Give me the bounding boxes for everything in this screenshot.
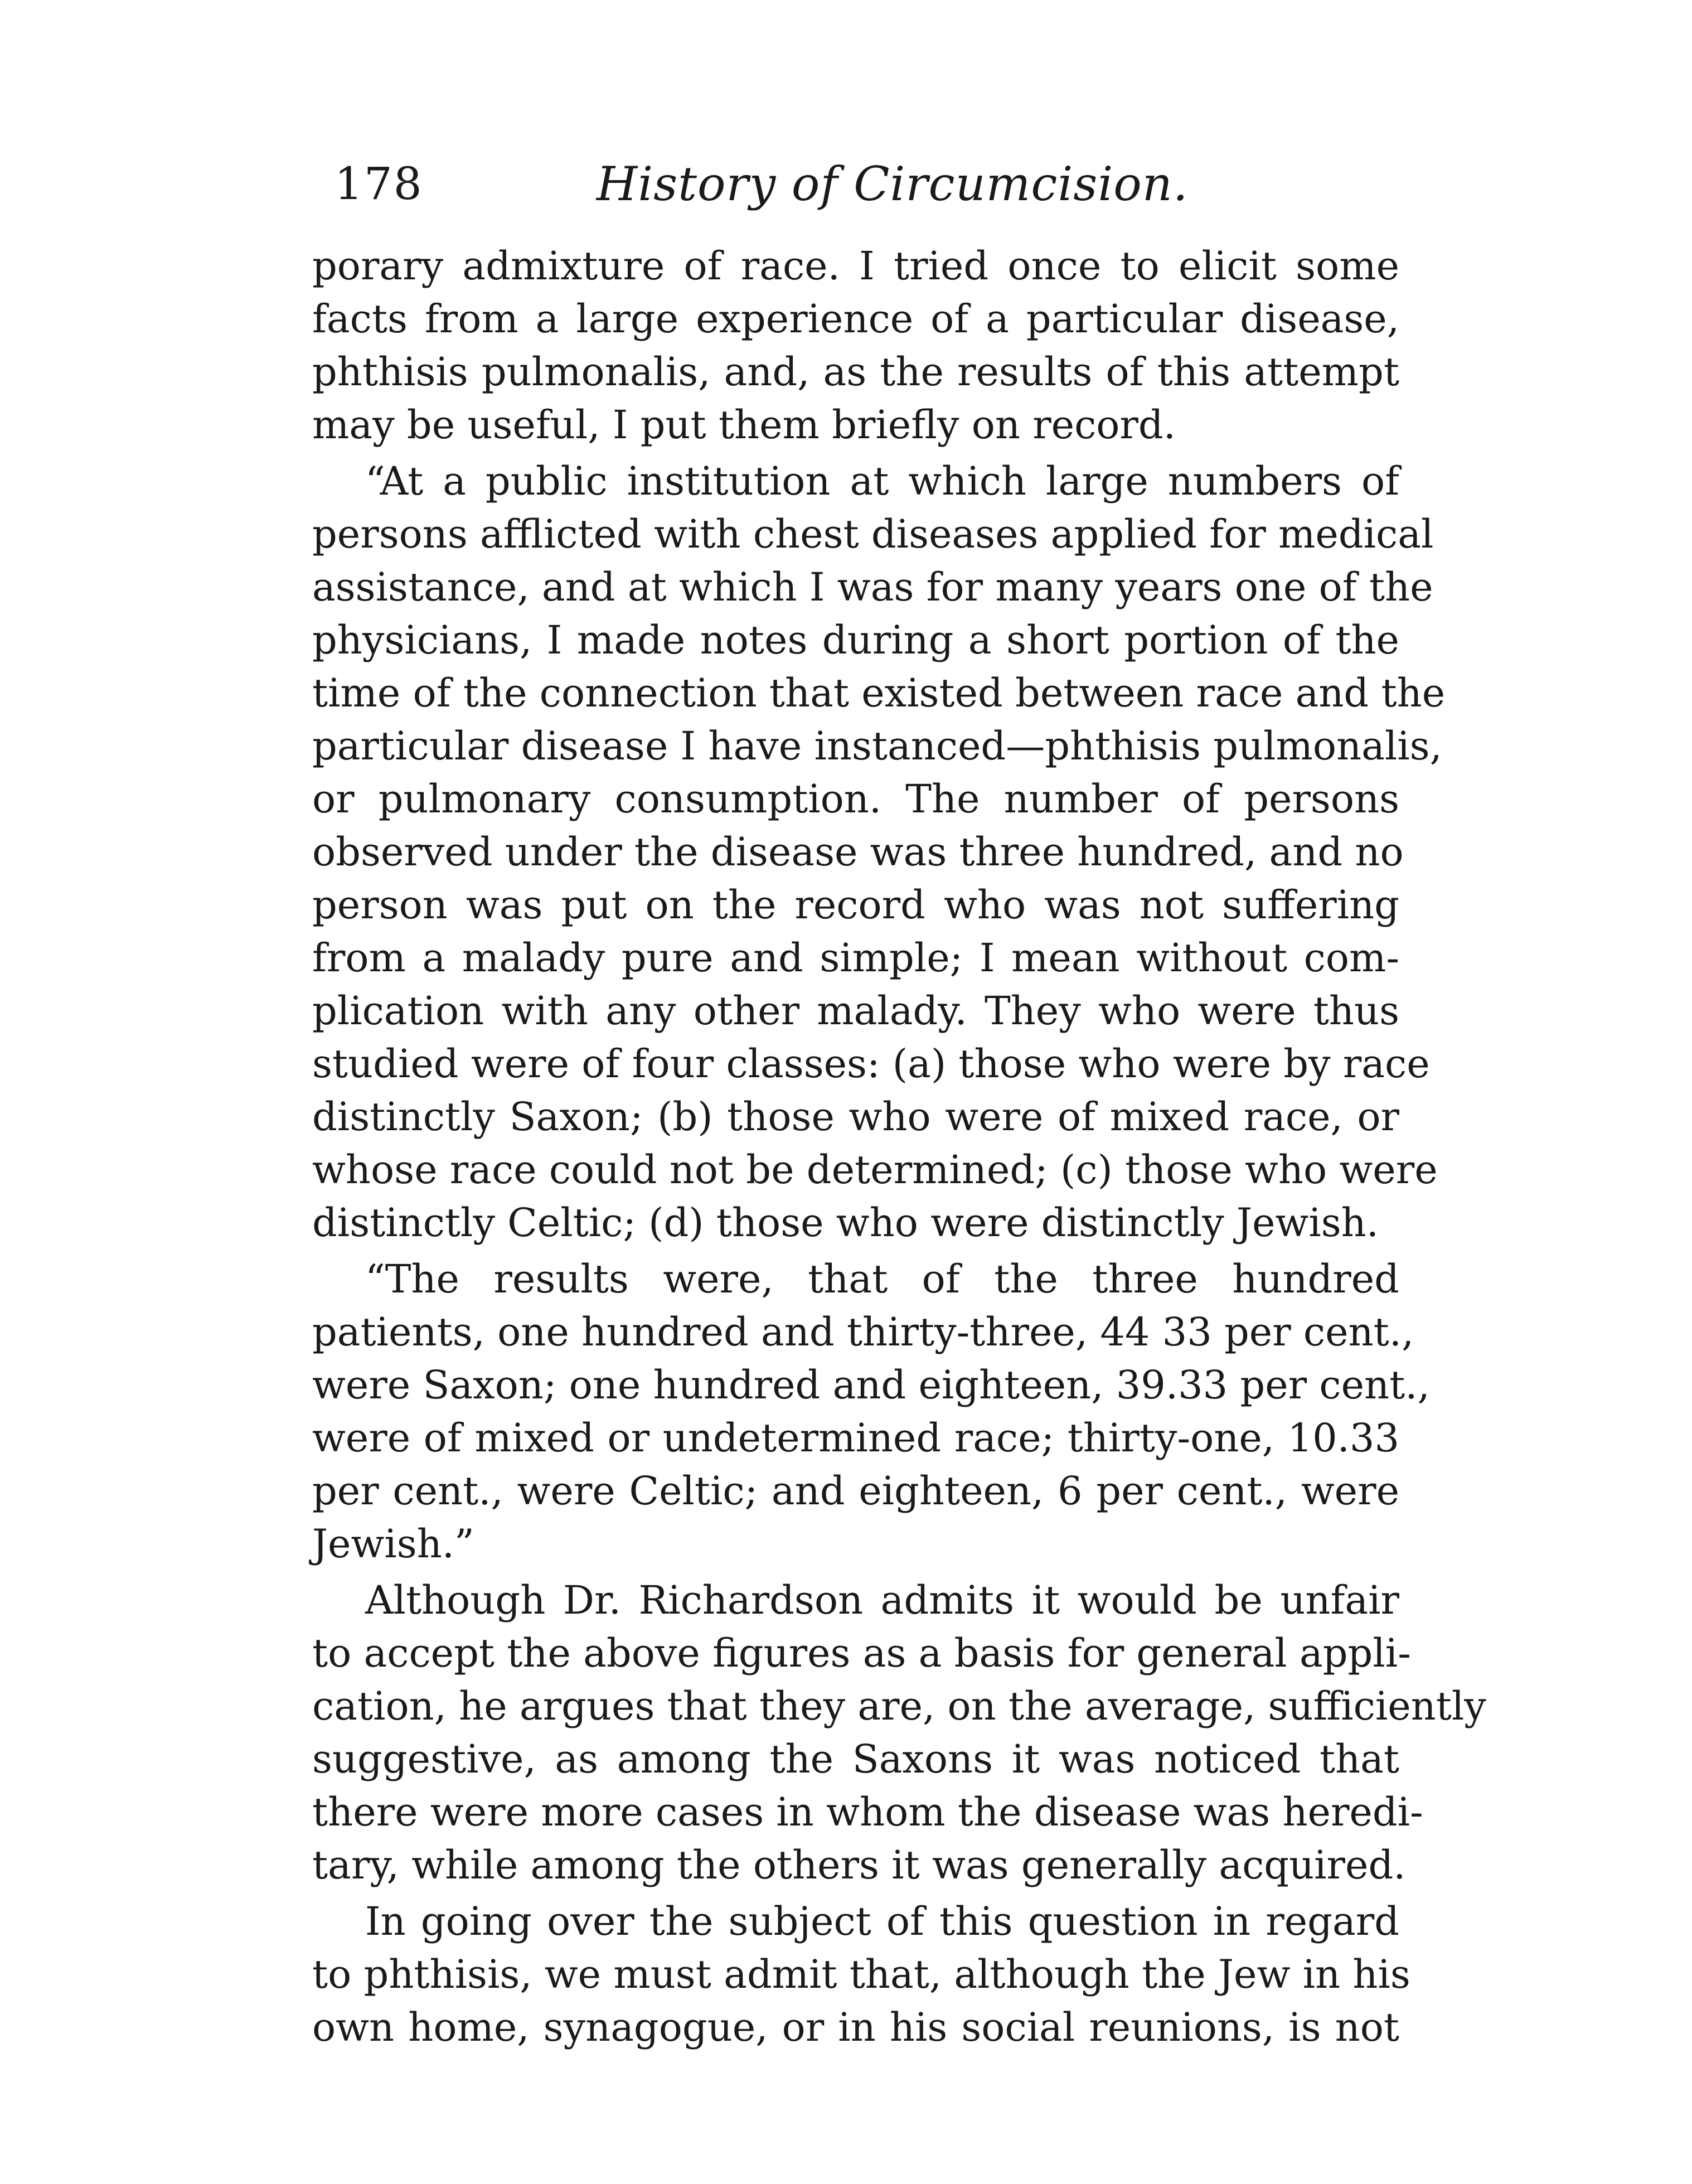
text-line: were of mixed or undetermined race; thirty-one, 10.33 [312,1415,1399,1461]
text-line: “At a public institution at which large numbers of [365,458,1399,504]
text-line: observed under the disease was three hundred, and no [312,829,1404,875]
text-line: to accept the above figures as a basis for general appli- [312,1630,1411,1676]
text-line: distinctly Saxon; (b) those who were of mixed race, or [312,1094,1399,1140]
text-line: physicians, I made notes during a short portion of the [312,617,1399,663]
text-line: distinctly Celtic; (d) those who were distinctly Jewish. [312,1200,1379,1246]
text-line: Jewish.” [312,1521,474,1567]
text-line: from a malady pure and simple; I mean without com- [312,935,1399,981]
body-text [312,240,1486,2054]
text-line: suggestive, as among the Saxons it was noticed that [312,1736,1399,1782]
text-line: own home, synagogue, or in his social reunions, is not [312,2004,1399,2050]
text-line: “The results were, that of the three hundred [365,1256,1399,1302]
text-line: assistance, and at which I was for many years one of the [312,564,1433,610]
text-line: persons afflicted with chest diseases applied for medical [312,511,1434,557]
text-line: person was put on the record who was not suffering [312,882,1399,928]
running-head [334,151,1366,217]
text-line: time of the connection that existed between race and the [312,670,1446,716]
text-line: facts from a large experience of a particular disease, [312,296,1399,342]
text-line: tary, while among the others it was generally acquired. [312,1842,1406,1888]
text-line: whose race could not be determined; (c) those who were [312,1147,1438,1193]
text-line: phthisis pulmonalis, and, as the results of this attempt [312,349,1399,395]
paragraph [312,1895,1410,2054]
text-line: cation, he argues that they are, on the average, sufficiently [312,1683,1486,1729]
text-line: In going over the subject of this question in regard [365,1899,1399,1944]
text-line: Although Dr. Richardson admits it would be unfair [365,1577,1399,1623]
text-line: were Saxon; one hundred and eighteen, 39.33 per cent., [312,1362,1430,1408]
text-line: porary admixture of race. I tried once to elicit some [312,243,1399,289]
text-line: to phthisis, we must admit that, although the Jew in his [312,1951,1410,1997]
text-line: patients, one hundred and thirty-three, 44 33 per cent., [312,1309,1414,1355]
page-number: 178 [334,158,423,210]
running-title: History of Circumcision. [597,157,1189,211]
text-line: particular disease I have instanced—phthisis pulmonalis, [312,723,1442,769]
paragraph [312,240,1399,452]
text-line: there were more cases in whom the disease was heredi- [312,1789,1423,1835]
paragraph [312,1574,1486,1892]
text-line: studied were of four classes: (a) those who were by race [312,1041,1430,1087]
text-line: plication with any other malady. They who were thus [312,988,1399,1034]
text-line: or pulmonary consumption. The number of persons [312,776,1399,822]
paragraph [312,1253,1430,1571]
text-line: per cent., were Celtic; and eighteen, 6 per cent., were [312,1468,1399,1514]
text-line: may be useful, I put them briefly on record. [312,402,1176,448]
paragraph [312,455,1446,1250]
